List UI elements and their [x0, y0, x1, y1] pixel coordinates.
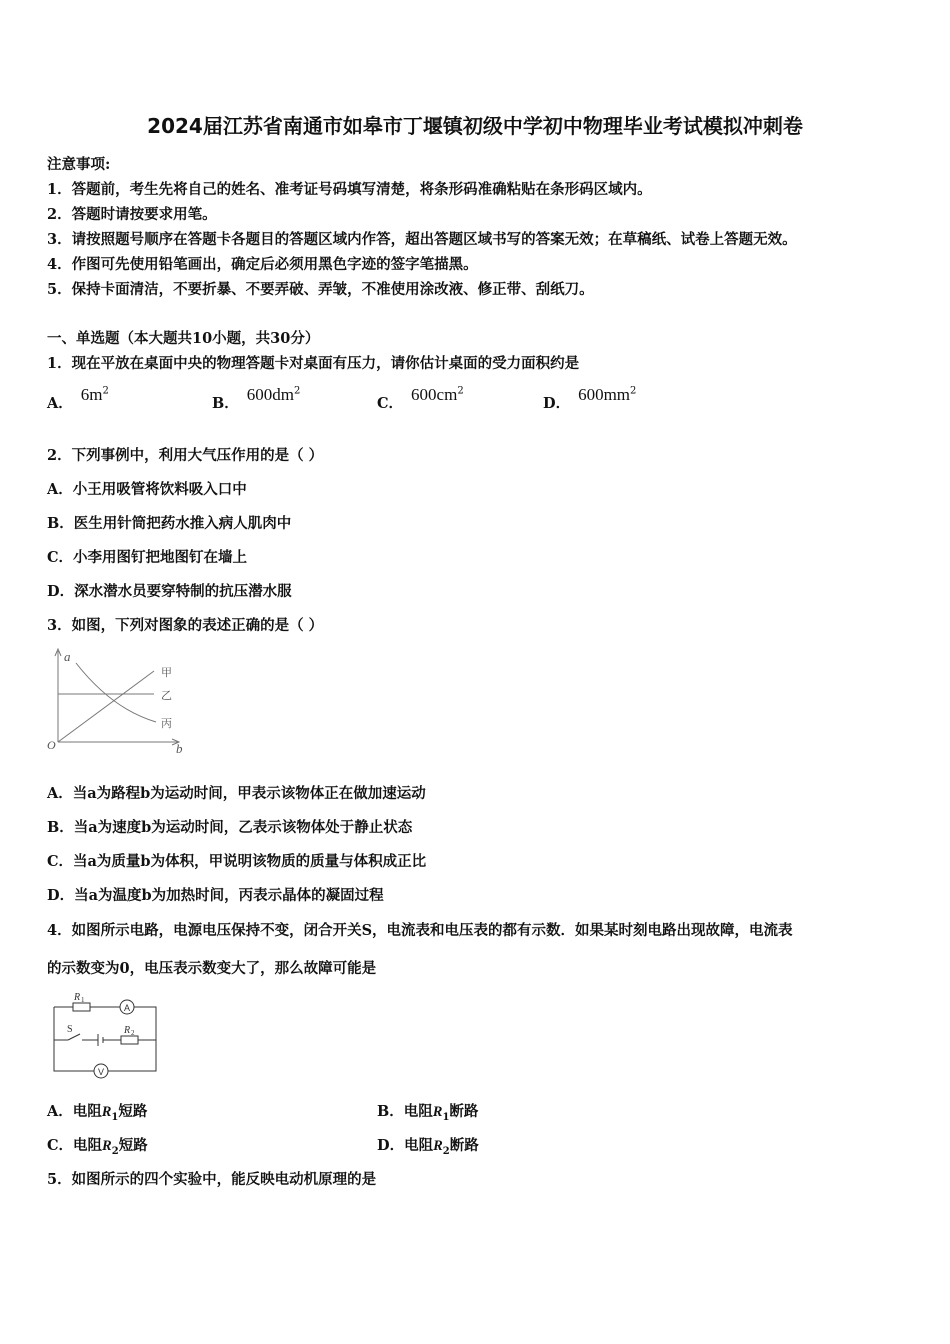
notice-item-1: 1．答题前，考生先将自己的姓名、准考证号码填写清楚，将条形码准确粘贴在条形码区域内。	[47, 181, 652, 198]
notice-heading: 注意事项:	[47, 156, 111, 173]
resistor-symbol: R	[101, 1104, 112, 1120]
option-letter: D．	[543, 395, 571, 412]
r2-sub: 2	[131, 1029, 135, 1037]
q1-option-c	[377, 384, 464, 412]
resistor-sub: 1	[442, 1111, 450, 1123]
q1-option-b	[212, 384, 301, 412]
page-title: 2024届江苏省南通市如皋市丁堰镇初级中学初中物理毕业考试模拟冲刺卷	[147, 114, 803, 138]
voltmeter-label: V	[98, 1067, 105, 1077]
label-bing: 丙	[161, 717, 172, 730]
q4-option-b	[377, 1100, 478, 1123]
resistor-sub: 2	[442, 1145, 450, 1157]
option-value: 600cm	[411, 385, 458, 404]
q2-option-d: D．深水潜水员要穿特制的抗压潜水服	[47, 583, 292, 600]
q4-option-a	[47, 1100, 147, 1123]
switch-label: S	[67, 1024, 73, 1035]
option-suffix: 断路	[449, 1103, 479, 1120]
origin-label: O	[47, 738, 56, 752]
resistor-symbol: R	[432, 1104, 443, 1120]
option-suffix: 短路	[118, 1137, 148, 1154]
label-jia: 甲	[161, 666, 172, 679]
option-value: 600mm	[578, 385, 631, 404]
q2-stem: 2．下列事例中，利用大气压作用的是（ ）	[47, 447, 324, 464]
resistor-r2	[121, 1036, 138, 1044]
notice-item-5: 5．保持卡面清洁，不要折暴、不要弄破、弄皱，不准使用涂改液、修正带、刮纸刀。	[47, 281, 594, 298]
q3-stem: 3．如图，下列对图象的表述正确的是（ ）	[47, 617, 324, 634]
option-sup: 2	[630, 385, 637, 397]
q4-stem-line1: 4．如图所示电路，电源电压保持不变，闭合开关S，电流表和电压表的都有示数．如果某时刻电路出现故障，电流表	[47, 922, 793, 939]
label-yi: 乙	[161, 689, 172, 702]
notice-item-2: 2．答题时请按要求用笔。	[47, 206, 217, 223]
option-prefix: A．电阻	[47, 1103, 102, 1120]
x-axis-label: b	[176, 741, 183, 755]
resistor-r1	[73, 1003, 90, 1011]
q3-option-d: D．当a为温度b为加热时间，丙表示晶体的凝固过程	[47, 887, 384, 904]
q3-option-a: A．当a为路程b为运动时间，甲表示该物体正在做加速运动	[47, 785, 426, 802]
section-heading: 一、单选题（本大题共10小题，共30分）	[47, 330, 320, 347]
resistor-sub: 2	[111, 1145, 119, 1157]
notice-item-4: 4．作图可先使用铅笔画出，确定后必须用黑色字迹的签字笔描黑。	[47, 256, 478, 273]
option-prefix: C．电阻	[47, 1137, 103, 1154]
resistor-symbol: R	[102, 1138, 112, 1154]
q3-graph	[44, 645, 189, 755]
q1-stem: 1．现在平放在桌面中央的物理答题卡对桌面有压力，请你估计桌面的受力面积约是	[47, 355, 580, 372]
resistor-sub: 1	[111, 1111, 119, 1123]
option-suffix: 断路	[449, 1137, 479, 1154]
q4-option-c	[47, 1134, 148, 1157]
option-sup: 2	[457, 385, 464, 397]
q2-option-b: B．医生用针筒把药水推入病人肌肉中	[47, 515, 292, 532]
option-letter: A．	[47, 395, 73, 412]
wire	[54, 1007, 94, 1071]
y-axis-label: a	[64, 649, 71, 664]
option-value: 6m	[80, 385, 103, 404]
q5-stem: 5．如图所示的四个实验中，能反映电动机原理的是	[47, 1171, 377, 1188]
r1-sub: 1	[81, 996, 85, 1004]
line-bing	[76, 663, 156, 722]
notice-item-3: 3．请按照题号顺序在答题卡各题目的答题区域内作答，超出答题区域书写的答案无效；在草稿纸、试卷上答题无效。	[47, 231, 797, 248]
q3-option-c: C．当a为质量b为体积，甲说明该物质的质量与体积成正比	[47, 853, 427, 870]
q4-circuit	[46, 990, 161, 1082]
option-prefix: B．电阻	[377, 1103, 433, 1120]
option-sup: 2	[294, 385, 301, 397]
wire	[108, 1007, 156, 1071]
option-suffix: 短路	[118, 1103, 148, 1120]
q4-stem-line2: 的示数变为0，电压表示数变大了，那么故障可能是	[47, 960, 377, 977]
q2-option-a: A．小王用吸管将饮料吸入口中	[47, 481, 247, 498]
r1-label: R	[74, 992, 81, 1003]
line-jia	[58, 671, 154, 742]
q1-option-d	[543, 384, 637, 412]
q4-option-d	[377, 1134, 479, 1157]
option-letter: B．	[212, 395, 239, 412]
ammeter-label: A	[124, 1003, 131, 1013]
option-sup: 2	[102, 385, 109, 397]
q1-option-a	[47, 384, 109, 412]
q2-option-c: C．小李用图钉把地图钉在墙上	[47, 549, 248, 566]
option-prefix: D．电阻	[377, 1137, 434, 1154]
r2-label: R	[124, 1025, 131, 1036]
resistor-symbol: R	[433, 1138, 443, 1154]
option-letter: C．	[377, 395, 404, 412]
option-value: 600dm	[246, 385, 294, 404]
q3-option-b: B．当a为速度b为运动时间，乙表示该物体处于静止状态	[47, 819, 413, 836]
